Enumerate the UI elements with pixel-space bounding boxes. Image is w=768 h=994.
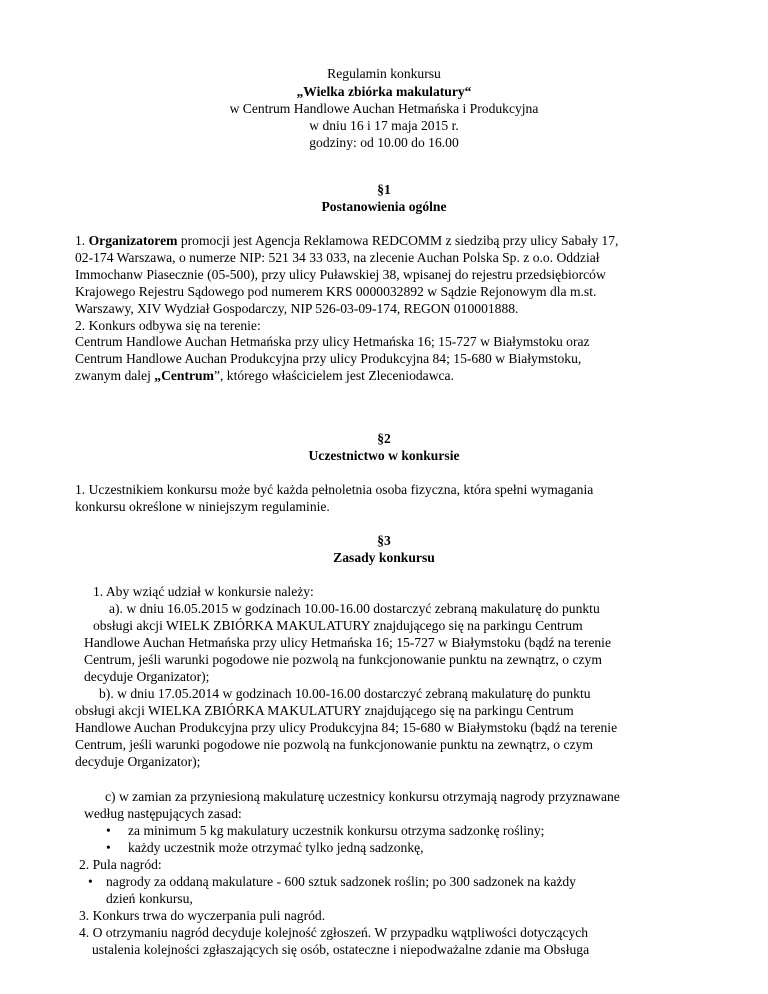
rule-1b-line-3: Handlowe Auchan Produkcyjna przy ulicy Produkcyjna 84; 15-680 w Białymstoku (bądź na terenie xyxy=(75,720,618,735)
rule-3: 3. Konkurs trwa do wyczerpania puli nagród. xyxy=(79,908,326,923)
centrum-keyword: „Centrum xyxy=(154,368,214,383)
section-1-para-1-line-1: 1. Organizatorem promocji jest Agencja Reklamowa REDCOMM z siedzibą przy ulicy Sabały 17, xyxy=(75,233,619,248)
venue-line: w Centrum Handlowe Auchan Hetmańska i Produkcyjna xyxy=(229,101,539,116)
section-1-para-2-line-3: Centrum Handlowe Auchan Produkcyjna przy ulicy Produkcyjna 84; 15-680 w Białymstoku, xyxy=(75,351,582,366)
contest-name: „Wielka zbiórka makulatury“ xyxy=(296,84,472,99)
prize-rule-bullet-1: za minimum 5 kg makulatury uczestnik konkursu otrzyma sadzonkę rośliny; xyxy=(128,823,545,838)
section-1-para-2-line-1: 2. Konkurs odbywa się na terenie: xyxy=(75,318,261,333)
section-2-title: Uczestnictwo w konkursie xyxy=(308,448,460,463)
section-1-para-1-line-5: Warszawy, XIV Wydział Gospodarczy, NIP 526-03-09-174, REGON 010001888. xyxy=(75,301,519,316)
rule-1-intro: 1. Aby wziąć udział w konkursie należy: xyxy=(93,584,314,599)
rule-1a-line-4: Centrum, jeśli warunki pogodowe nie pozwolą na funkcjonowanie punktu na zewnątrz, o czym xyxy=(84,652,602,667)
bullet-glyph: • xyxy=(106,823,111,838)
section-2-number: §2 xyxy=(377,431,391,446)
section-3-title: Zasady konkursu xyxy=(333,550,435,565)
rule-1a-line-5: decyduje Organizator); xyxy=(84,669,210,684)
rule-1a-line-1: a). w dniu 16.05.2015 w godzinach 10.00-16.00 dostarczyć zebraną makulaturę do punktu xyxy=(109,601,600,616)
prize-pool-bullet: nagrody za oddaną makulature - 600 sztuk sadzonek roślin; po 300 sadzonek na każdy xyxy=(106,874,576,889)
date-line: w dniu 16 i 17 maja 2015 r. xyxy=(309,118,459,133)
rule-4-line-2: ustalenia kolejności zgłaszających się osób, ostateczne i niepodważalne zdanie ma Obsługa xyxy=(92,942,590,957)
rule-1c-line-1: c) w zamian za przyniesioną makulaturę uczestnicy konkursu otrzymają nagrody przyznawane xyxy=(105,789,620,804)
organizer-keyword: Organizatorem xyxy=(88,233,178,248)
rule-4-line-1: 4. O otrzymaniu nagród decyduje kolejność zgłoszeń. W przypadku wątpliwości dotyczących xyxy=(79,925,589,940)
rule-1c-line-2: według następujących zasad: xyxy=(84,806,242,821)
rule-1a-line-2: obsługi akcji WIELK ZBIÓRKA MAKULATURY znajdującego się na parkingu Centrum xyxy=(93,618,583,633)
bullet-glyph: • xyxy=(106,840,111,855)
section-1-para-1-line-2: 02-174 Warszawa, o numerze NIP: 521 34 33 033, na zlecenie Auchan Polska Sp. z o.o. Oddział xyxy=(75,250,600,265)
doc-title: Regulamin konkursu xyxy=(327,66,441,81)
section-1-para-2-line-2: Centrum Handlowe Auchan Hetmańska przy ulicy Hetmańska 16; 15-727 w Białymstoku oraz xyxy=(75,334,590,349)
prize-rule-bullet-2: każdy uczestnik może otrzymać tylko jedną sadzonkę, xyxy=(128,840,424,855)
section-3-number: §3 xyxy=(377,533,391,548)
rule-1b-line-4: Centrum, jeśli warunki pogodowe nie pozwolą na funkcjonowanie punktu na zewnątrz, o czym xyxy=(75,737,593,752)
section-1-para-2-line-4: zwanym dalej „Centrum”, którego właścicielem jest Zleceniodawca. xyxy=(75,368,454,383)
prize-pool-bullet-cont: dzień konkursu, xyxy=(106,891,193,906)
section-1-title: Postanowienia ogólne xyxy=(321,199,447,214)
section-2-para-1-line-1: 1. Uczestnikiem konkursu może być każda pełnoletnia osoba fizyczna, która spełni wymagania xyxy=(75,482,594,497)
hours-line: godziny: od 10.00 do 16.00 xyxy=(309,135,459,150)
section-2-para-1-line-2: konkursu określone w niniejszym regulaminie. xyxy=(75,499,330,514)
section-1-para-1-line-4: Krajowego Rejestru Sądowego pod numerem KRS 0000032892 w Sądzie Rejonowym dla m.st. xyxy=(75,284,597,299)
rule-1b-line-5: decyduje Organizator); xyxy=(75,754,201,769)
rule-1b-line-2: obsługi akcji WIELKA ZBIÓRKA MAKULATURY znajdującego się na parkingu Centrum xyxy=(75,703,574,718)
section-1-number: §1 xyxy=(377,182,391,197)
rule-1a-line-3: Handlowe Auchan Hetmańska przy ulicy Hetmańska 16; 15-727 w Białymstoku (bądź na terenie xyxy=(84,635,611,650)
bullet-glyph: • xyxy=(88,874,93,889)
section-1-para-1-line-3: Immochanw Piasecznie (05-500), przy ulicy Puławskiej 38, wpisanej do rejestru przedsiębiorców xyxy=(75,267,606,282)
rule-1b-line-1: b). w dniu 17.05.2014 w godzinach 10.00-16.00 dostarczyć zebraną makulaturę do punktu xyxy=(99,686,591,701)
rule-2-heading: 2. Pula nagród: xyxy=(79,857,162,872)
